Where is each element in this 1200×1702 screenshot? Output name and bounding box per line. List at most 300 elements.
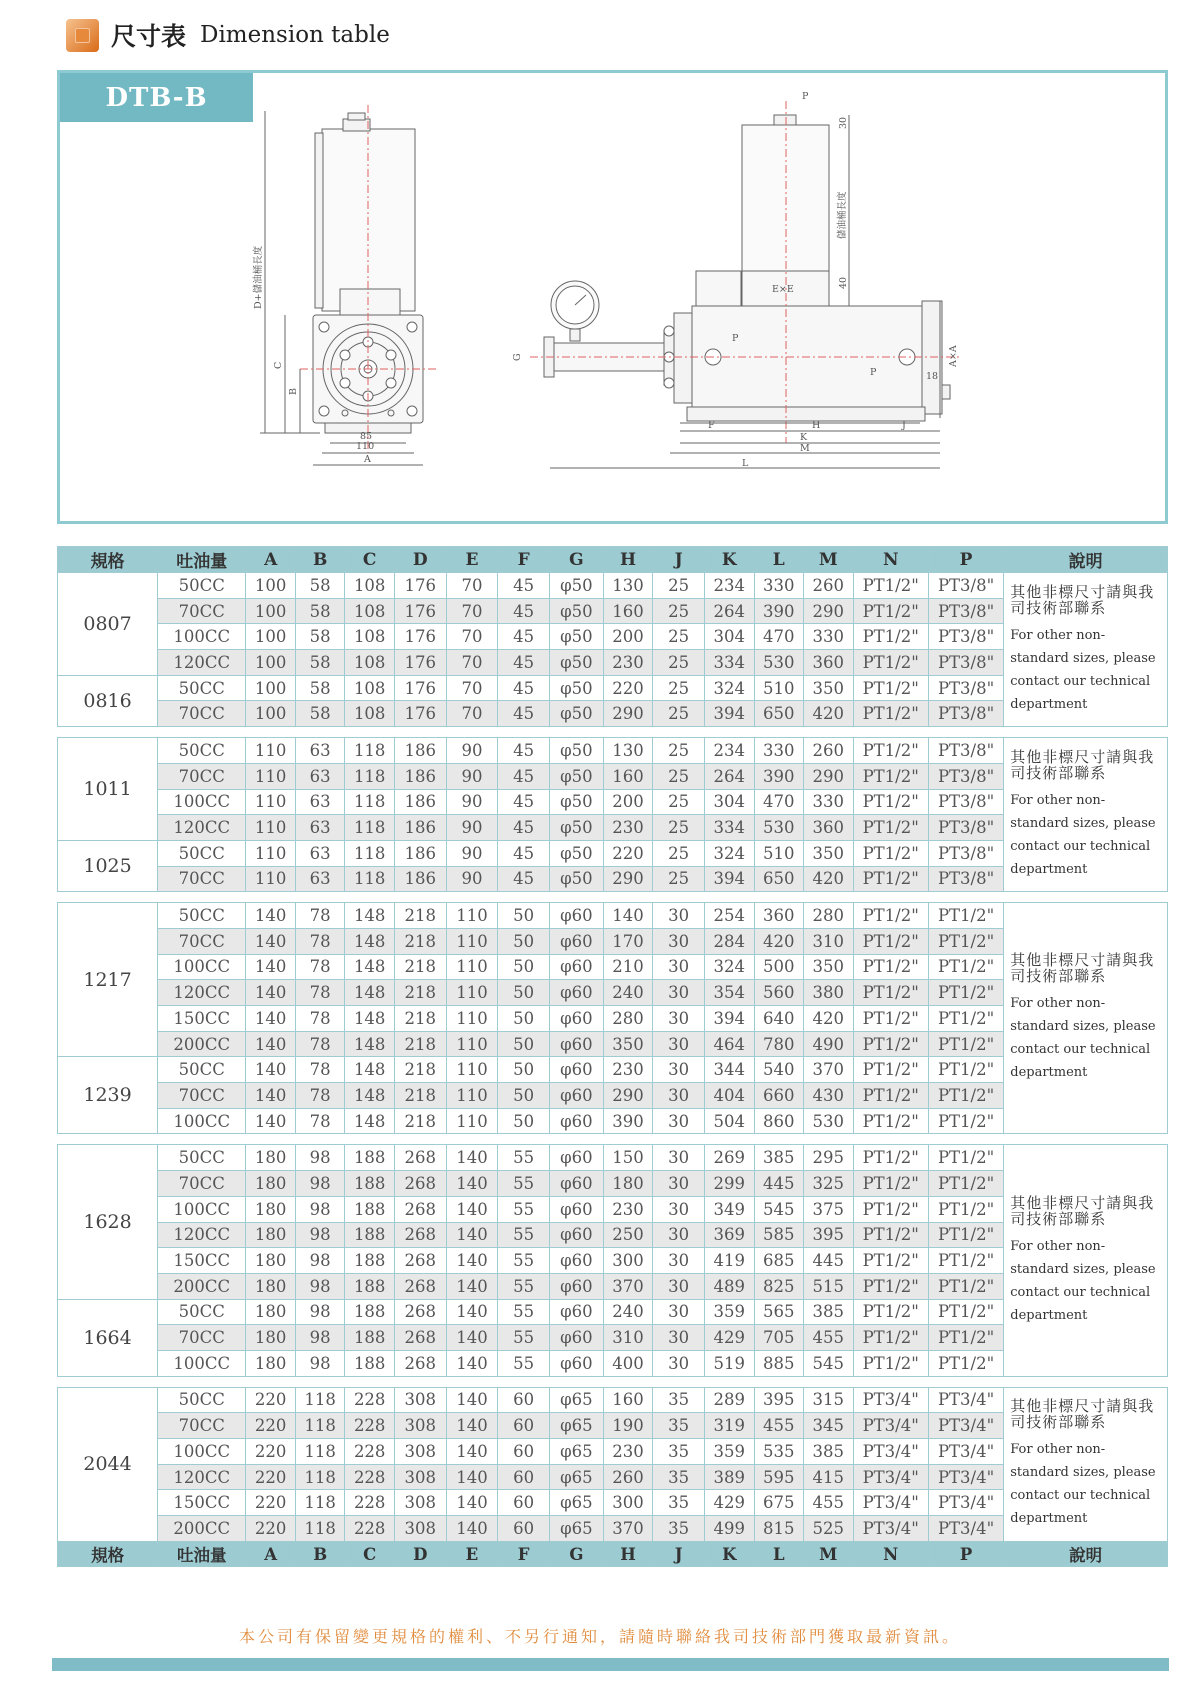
table-cell: 218: [394, 1108, 446, 1134]
table-cell: 234: [704, 738, 754, 764]
table-cell: 30: [653, 1083, 705, 1109]
dim-p-left: P: [732, 333, 739, 344]
table-cell: 186: [394, 763, 446, 789]
table-cell: 110: [246, 789, 296, 815]
footer-column-header: H: [603, 1541, 653, 1567]
table-cell: PT1/2": [853, 789, 928, 815]
table-cell: 385: [804, 1299, 854, 1325]
table-cell: 50: [498, 1057, 550, 1083]
table-cell: PT3/8": [928, 866, 1003, 892]
table-cell: 535: [754, 1439, 804, 1465]
table-cell: 100: [246, 598, 296, 624]
table-cell: 50: [498, 928, 550, 954]
table-cell: 445: [754, 1171, 804, 1197]
table-cell: φ60: [549, 1057, 603, 1083]
table-cell: 310: [804, 928, 854, 954]
table-cell: 50: [498, 903, 550, 929]
table-cell: 118: [345, 815, 395, 841]
note-english: [1010, 992, 1163, 1084]
table-cell: 45: [498, 650, 550, 676]
table-cell: 148: [345, 1108, 395, 1134]
table-cell: 540: [754, 1057, 804, 1083]
table-cell: 35: [653, 1464, 705, 1490]
footer-bar: [52, 1658, 1169, 1671]
table-cell: 400: [603, 1350, 653, 1376]
table-cell: 98: [295, 1325, 345, 1351]
dim-g: G: [512, 353, 523, 361]
table-cell: 284: [704, 928, 754, 954]
table-cell: 90: [446, 763, 498, 789]
table-cell: PT3/8": [928, 598, 1003, 624]
table-cell: 78: [295, 1083, 345, 1109]
table-cell: 330: [754, 738, 804, 764]
dim-30: 30: [838, 116, 849, 129]
footer-column-header: 規格: [58, 1541, 158, 1567]
table-cell: 650: [754, 866, 804, 892]
table-cell: 180: [603, 1171, 653, 1197]
note-english-line: For other non-: [1010, 792, 1106, 808]
table-cell: 30: [653, 1248, 705, 1274]
table-cell: 354: [704, 980, 754, 1006]
table-cell: 118: [345, 866, 395, 892]
table-cell: 180: [246, 1171, 296, 1197]
table-cell: PT1/2": [853, 1299, 928, 1325]
title-english: Dimension table: [200, 22, 390, 48]
table-cell: 180: [246, 1273, 296, 1299]
table-cell: 380: [804, 980, 854, 1006]
table-cell: 308: [394, 1387, 446, 1413]
table-cell: 268: [394, 1222, 446, 1248]
table-row: [58, 789, 1168, 815]
note-english-line: contact our technical: [1010, 838, 1151, 854]
table-row: [58, 1350, 1168, 1376]
table-cell: 50CC: [158, 573, 246, 599]
table-cell: 35: [653, 1387, 705, 1413]
table-cell: 150: [603, 1145, 653, 1171]
table-cell: 140: [446, 1145, 498, 1171]
table-cell: φ65: [549, 1439, 603, 1465]
table-cell: 300: [603, 1248, 653, 1274]
table-cell: 200: [603, 789, 653, 815]
table-cell: 419: [704, 1248, 754, 1274]
note-chinese: 其他非標尺寸請與我司技術部聯系: [1010, 582, 1155, 617]
footer-notice: 本公司有保留變更規格的權利、不另行通知，請隨時聯絡我司技術部門獲取最新資訊。: [238, 1627, 961, 1646]
dim-axa: A×A: [948, 345, 959, 367]
table-cell: 140: [446, 1222, 498, 1248]
table-cell: PT1/2": [853, 928, 928, 954]
table-cell: 70CC: [158, 763, 246, 789]
table-cell: 110: [446, 928, 498, 954]
table-cell: 55: [498, 1299, 550, 1325]
table-cell: 200CC: [158, 1516, 246, 1542]
table-cell: 30: [653, 1222, 705, 1248]
table-cell: φ60: [549, 1248, 603, 1274]
table-cell: 390: [754, 763, 804, 789]
dim-b-left: B: [288, 388, 299, 395]
table-cell: 70CC: [158, 866, 246, 892]
table-cell: 210: [603, 954, 653, 980]
table-cell: 100CC: [158, 1108, 246, 1134]
footer-column-header: P: [928, 1541, 1003, 1567]
table-row: [58, 928, 1168, 954]
table-cell: 180: [246, 1299, 296, 1325]
table-cell: φ60: [549, 1299, 603, 1325]
table-cell: 220: [246, 1439, 296, 1465]
table-cell: PT1/2": [928, 1145, 1003, 1171]
table-cell: 140: [603, 903, 653, 929]
table-cell: 170: [603, 928, 653, 954]
table-cell: 180: [246, 1325, 296, 1351]
dimension-tables: [57, 546, 1168, 1577]
table-cell: 345: [804, 1413, 854, 1439]
spec-code: 0816: [58, 675, 158, 726]
table-cell: 218: [394, 1083, 446, 1109]
column-header: B: [295, 547, 345, 573]
table-cell: 515: [804, 1273, 854, 1299]
table-cell: 140: [246, 954, 296, 980]
table-cell: 100CC: [158, 1350, 246, 1376]
table-cell: 530: [754, 650, 804, 676]
column-header: 吐油量: [158, 547, 246, 573]
table-cell: PT1/2": [853, 701, 928, 727]
table-cell: 370: [603, 1273, 653, 1299]
footer-column-header: J: [653, 1541, 705, 1567]
table-cell: PT1/2": [853, 1108, 928, 1134]
table-cell: PT3/4": [928, 1387, 1003, 1413]
table-cell: 30: [653, 903, 705, 929]
table-cell: φ60: [549, 1273, 603, 1299]
table-cell: 324: [704, 675, 754, 701]
table-cell: 295: [804, 1145, 854, 1171]
table-cell: 140: [446, 1196, 498, 1222]
table-cell: 254: [704, 903, 754, 929]
table-cell: φ60: [549, 1196, 603, 1222]
table-cell: 430: [804, 1083, 854, 1109]
table-cell: 148: [345, 980, 395, 1006]
table-cell: 180: [246, 1222, 296, 1248]
table-cell: 148: [345, 1057, 395, 1083]
table-cell: 120CC: [158, 1464, 246, 1490]
table-cell: 148: [345, 1031, 395, 1057]
table-row: [58, 738, 1168, 764]
table-cell: 25: [653, 840, 705, 866]
table-cell: PT1/2": [853, 840, 928, 866]
table-cell: 260: [804, 738, 854, 764]
table-cell: 50CC: [158, 675, 246, 701]
table-cell: φ50: [549, 701, 603, 727]
table-cell: PT1/2": [928, 928, 1003, 954]
table-cell: 240: [603, 980, 653, 1006]
table-cell: 188: [345, 1145, 395, 1171]
table-cell: 98: [295, 1248, 345, 1274]
table-row: [58, 573, 1168, 599]
table-cell: 50: [498, 1083, 550, 1109]
table-cell: PT3/8": [928, 738, 1003, 764]
table-cell: 98: [295, 1222, 345, 1248]
table-cell: 220: [246, 1490, 296, 1516]
table-cell: 545: [804, 1350, 854, 1376]
table-cell: PT3/4": [853, 1413, 928, 1439]
table-row: [58, 763, 1168, 789]
table-cell: 445: [804, 1248, 854, 1274]
footer-column-header: M: [804, 1541, 854, 1567]
table-cell: 510: [754, 675, 804, 701]
table-cell: 218: [394, 1057, 446, 1083]
table-cell: 268: [394, 1171, 446, 1197]
table-cell: 334: [704, 650, 754, 676]
table-cell: 55: [498, 1325, 550, 1351]
table-cell: 228: [345, 1413, 395, 1439]
footer-column-header: 吐油量: [158, 1541, 246, 1567]
table-cell: 45: [498, 866, 550, 892]
dimension-table-group: [57, 546, 1168, 727]
table-cell: PT3/4": [853, 1387, 928, 1413]
table-cell: PT1/2": [853, 1057, 928, 1083]
table-cell: PT1/2": [928, 1083, 1003, 1109]
footer-column-header: E: [446, 1541, 498, 1567]
section-bullet-icon: [66, 19, 99, 52]
table-cell: 110: [446, 1083, 498, 1109]
table-cell: 186: [394, 738, 446, 764]
table-row: [58, 1299, 1168, 1325]
table-row: [58, 624, 1168, 650]
table-cell: 510: [754, 840, 804, 866]
table-cell: 45: [498, 701, 550, 727]
table-cell: 464: [704, 1031, 754, 1057]
table-cell: 290: [804, 763, 854, 789]
table-cell: 78: [295, 1006, 345, 1032]
table-row: [58, 903, 1168, 929]
table-cell: PT1/2": [928, 1325, 1003, 1351]
dim-p-right: P: [870, 367, 877, 378]
table-cell: 395: [754, 1387, 804, 1413]
table-cell: 45: [498, 815, 550, 841]
table-cell: 55: [498, 1273, 550, 1299]
table-cell: 60: [498, 1464, 550, 1490]
table-cell: 268: [394, 1248, 446, 1274]
table-row: [58, 1031, 1168, 1057]
table-cell: 100CC: [158, 954, 246, 980]
table-cell: 220: [246, 1413, 296, 1439]
spec-code: 0807: [58, 573, 158, 676]
table-cell: 30: [653, 954, 705, 980]
note-cell: [1004, 573, 1168, 727]
table-cell: 140: [446, 1325, 498, 1351]
table-cell: 470: [754, 789, 804, 815]
table-cell: 525: [804, 1516, 854, 1542]
table-cell: PT3/8": [928, 840, 1003, 866]
table-cell: φ60: [549, 1108, 603, 1134]
table-cell: 78: [295, 954, 345, 980]
table-cell: PT1/2": [928, 1350, 1003, 1376]
spec-code: 2044: [58, 1387, 158, 1541]
table-cell: 308: [394, 1516, 446, 1542]
reservoir-length-label: 儲油桶長度: [837, 191, 848, 239]
table-cell: 389: [704, 1464, 754, 1490]
table-row: [58, 980, 1168, 1006]
table-cell: 108: [345, 598, 395, 624]
table-cell: 268: [394, 1350, 446, 1376]
footer-column-header: 說明: [1004, 1541, 1168, 1567]
table-cell: 148: [345, 1006, 395, 1032]
column-header: N: [853, 547, 928, 573]
note-english-line: contact our technical: [1010, 1042, 1151, 1058]
table-cell: 176: [394, 598, 446, 624]
table-cell: 530: [754, 815, 804, 841]
table-cell: 140: [446, 1273, 498, 1299]
footer-column-header: B: [295, 1541, 345, 1567]
table-cell: 50CC: [158, 840, 246, 866]
table-cell: 118: [295, 1464, 345, 1490]
table-cell: 25: [653, 738, 705, 764]
note-english-line: standard sizes, please: [1010, 650, 1156, 666]
table-cell: 140: [446, 1350, 498, 1376]
table-cell: 45: [498, 573, 550, 599]
table-row: [58, 675, 1168, 701]
table-cell: 58: [295, 624, 345, 650]
table-cell: PT1/2": [853, 573, 928, 599]
table-cell: 349: [704, 1196, 754, 1222]
table-cell: φ60: [549, 903, 603, 929]
table-cell: φ65: [549, 1387, 603, 1413]
note-chinese: 其他非標尺寸請與我司技術部聯系: [1010, 1397, 1155, 1432]
dim-f: F: [708, 420, 715, 431]
dimension-table-group: [57, 737, 1168, 892]
note-english: [1010, 624, 1163, 716]
table-cell: 110: [446, 1108, 498, 1134]
table-cell: PT1/2": [853, 1031, 928, 1057]
table-cell: 25: [653, 815, 705, 841]
table-cell: 369: [704, 1222, 754, 1248]
note-english-line: For other non-: [1010, 1238, 1106, 1254]
table-cell: 140: [446, 1413, 498, 1439]
note-cell: [1004, 903, 1168, 1134]
table-cell: 220: [246, 1516, 296, 1542]
table-cell: 55: [498, 1171, 550, 1197]
table-cell: 55: [498, 1350, 550, 1376]
table-cell: φ65: [549, 1464, 603, 1490]
table-cell: 218: [394, 928, 446, 954]
table-cell: 395: [804, 1222, 854, 1248]
table-cell: 530: [804, 1108, 854, 1134]
table-cell: 30: [653, 1325, 705, 1351]
table-cell: 35: [653, 1516, 705, 1542]
table-cell: 118: [345, 763, 395, 789]
table-cell: 160: [603, 1387, 653, 1413]
table-cell: 176: [394, 650, 446, 676]
table-cell: PT3/8": [928, 789, 1003, 815]
table-cell: PT1/2": [928, 1196, 1003, 1222]
table-cell: 264: [704, 763, 754, 789]
table-cell: 100: [246, 701, 296, 727]
note-english-line: standard sizes, please: [1010, 815, 1156, 831]
table-cell: PT1/2": [853, 1196, 928, 1222]
table-cell: 98: [295, 1350, 345, 1376]
table-cell: 815: [754, 1516, 804, 1542]
table-row: [58, 1439, 1168, 1465]
note-english-line: For other non-: [1010, 1442, 1106, 1458]
table-cell: 420: [804, 866, 854, 892]
table-cell: 60: [498, 1387, 550, 1413]
table-cell: 50CC: [158, 738, 246, 764]
table-cell: 130: [603, 738, 653, 764]
table-cell: 150CC: [158, 1490, 246, 1516]
table-cell: PT1/2": [853, 1350, 928, 1376]
table-cell: 120CC: [158, 980, 246, 1006]
table-cell: 30: [653, 1196, 705, 1222]
table-cell: 45: [498, 675, 550, 701]
table-cell: 218: [394, 903, 446, 929]
table-cell: 108: [345, 701, 395, 727]
technical-drawing: [60, 73, 1165, 521]
table-cell: 315: [804, 1387, 854, 1413]
table-cell: PT3/8": [928, 573, 1003, 599]
table-cell: 50: [498, 980, 550, 1006]
table-cell: 188: [345, 1273, 395, 1299]
note-cell: [1004, 1387, 1168, 1541]
table-cell: 190: [603, 1413, 653, 1439]
right-view: [530, 101, 960, 468]
table-cell: 50CC: [158, 1057, 246, 1083]
spec-code: 1239: [58, 1057, 158, 1134]
note-english-line: For other non-: [1010, 627, 1106, 643]
column-header: F: [498, 547, 550, 573]
table-cell: PT3/4": [928, 1439, 1003, 1465]
table-cell: 595: [754, 1464, 804, 1490]
spec-code: 1011: [58, 738, 158, 841]
table-cell: 140: [446, 1387, 498, 1413]
table-cell: 180: [246, 1196, 296, 1222]
table-cell: 188: [345, 1171, 395, 1197]
table-cell: PT1/2": [853, 903, 928, 929]
table-cell: 70: [446, 598, 498, 624]
table-cell: 360: [804, 815, 854, 841]
table-cell: 308: [394, 1490, 446, 1516]
table-cell: PT1/2": [853, 650, 928, 676]
note-english: [1010, 789, 1163, 881]
table-cell: 118: [295, 1439, 345, 1465]
table-cell: 78: [295, 1057, 345, 1083]
table-cell: φ60: [549, 1171, 603, 1197]
table-cell: 120CC: [158, 650, 246, 676]
table-cell: 350: [804, 675, 854, 701]
table-cell: 108: [345, 573, 395, 599]
table-cell: PT1/2": [853, 763, 928, 789]
note-english-line: standard sizes, please: [1010, 1465, 1156, 1481]
table-cell: 290: [603, 1083, 653, 1109]
table-cell: 110: [446, 1031, 498, 1057]
note-english-line: For other non-: [1010, 996, 1106, 1012]
table-cell: 35: [653, 1413, 705, 1439]
table-cell: 780: [754, 1031, 804, 1057]
footer-column-header: G: [549, 1541, 603, 1567]
table-row: [58, 1387, 1168, 1413]
table-cell: 280: [804, 903, 854, 929]
table-cell: 45: [498, 789, 550, 815]
table-row: [58, 866, 1168, 892]
table-row: [58, 1006, 1168, 1032]
table-cell: φ60: [549, 928, 603, 954]
table-cell: 120CC: [158, 1222, 246, 1248]
table-cell: 108: [345, 675, 395, 701]
table-cell: 110: [246, 763, 296, 789]
table-cell: 290: [804, 598, 854, 624]
dim-110: 110: [356, 441, 375, 452]
table-cell: 324: [704, 840, 754, 866]
table-cell: 268: [394, 1145, 446, 1171]
table-cell: 176: [394, 701, 446, 727]
table-cell: 360: [804, 650, 854, 676]
